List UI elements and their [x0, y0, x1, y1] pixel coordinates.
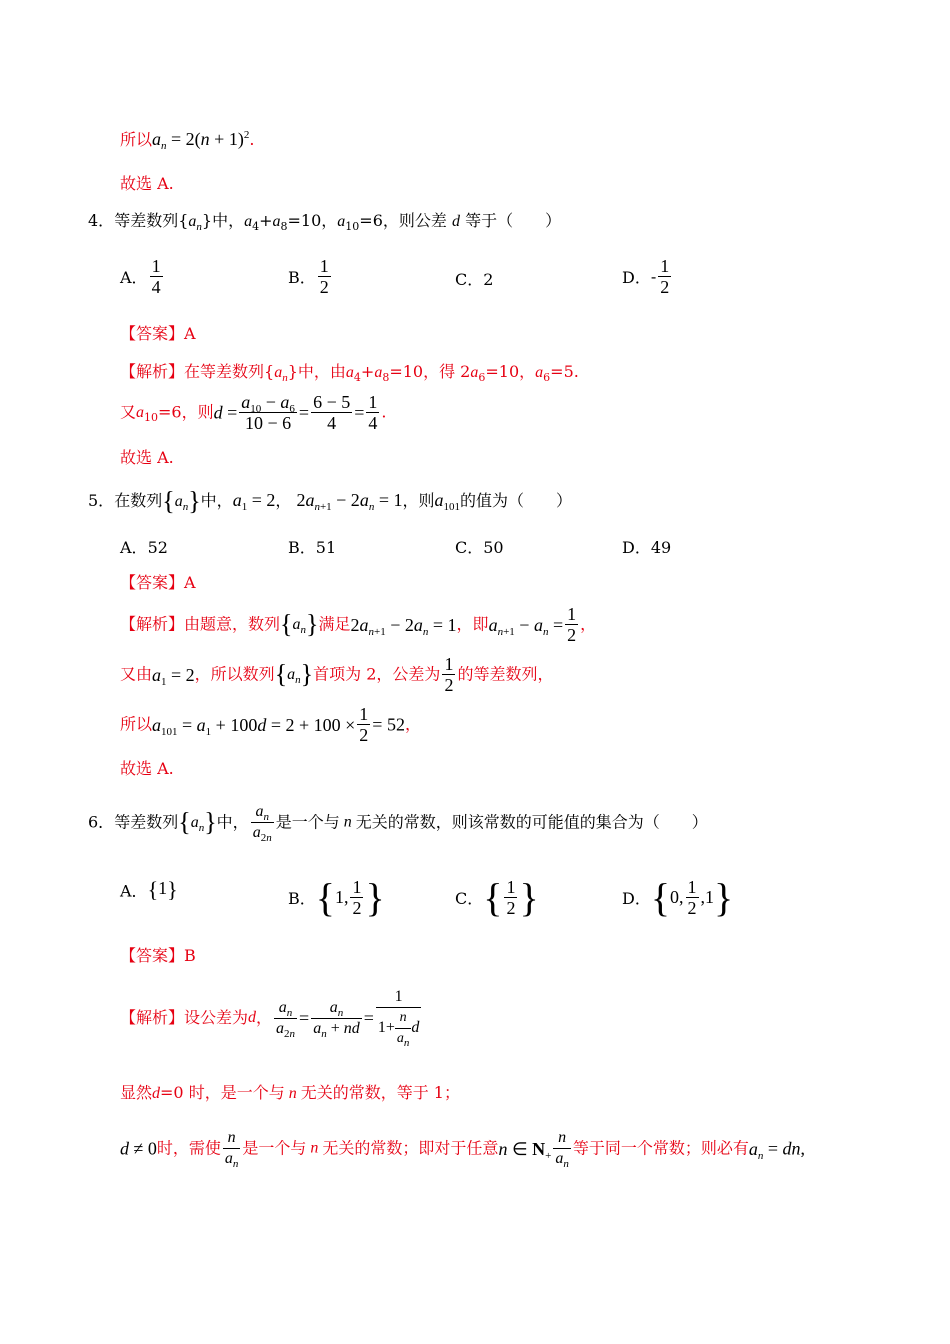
q6-option-a[interactable]: A．{1} — [120, 877, 178, 902]
q4-answer: 【答案】A — [120, 324, 196, 343]
q5-stem: 5．在数列$\{a_n\}$中，$a_1 = 2$， $2a_{n+1} - 2a_n = 1$，则$a_{101}$的值为（ ） — [88, 486, 572, 516]
q5-analysis: 【解析】由题意，数列$\{a_n\}$满足$2a_{n+1} - 2a_n = 1$，即$a_{n+1} - a_n$ = $\frac{1}{2}$ ， — [120, 604, 597, 645]
q6-option-c[interactable]: C．{ $\frac{1}{2}$ } — [455, 875, 539, 920]
q6-analysis-line2: 显然d=0 时，是一个与 n 无关的常数，等于 1； — [120, 1083, 460, 1102]
q5-analysis-line3: 所以$a_{101} = a_1 + 100d = 2 + 100$ × $\frac{1}{2}$ = 52， — [120, 704, 421, 745]
prev-choose: 故选 A. — [120, 174, 174, 193]
q4-option-c[interactable]: C．2 — [455, 270, 494, 289]
q5-analysis-line2: 又由$a_1 = 2$，所以数列$\{a_n\}$首项为 2，公差为 $\frac{1}{2}$ 的等差数列， — [120, 654, 554, 695]
q4-choose: 故选 A. — [120, 448, 174, 467]
prev-conclusion: 所以$a_n = 2(n + 1)^2$. — [120, 129, 255, 152]
q6-answer: 【答案】B — [120, 946, 196, 965]
q6-stem: 6．等差数列$\{a_n\}$中， $\frac{a_n}{a_{2n}}$ 是一个与 n 无关的常数，则该常数的可能值的集合为（ ） — [88, 803, 708, 844]
q6-option-b[interactable]: B．{1, $\frac{1}{2}$ } — [288, 875, 385, 920]
q5-option-b[interactable]: B．51 — [288, 538, 337, 557]
q6-analysis: 【解析】设公差为d， $\frac{a_n}{a_{2n}}$ = $\frac{a_n}{a_n + nd}$ = 1 1+ $\frac{n}{a_n}$ d — [120, 988, 420, 1049]
q6-option-d[interactable]: D．{0, $\frac{1}{2}$ ,1} — [622, 875, 734, 920]
q4-option-d[interactable]: D．- $\frac{1}{2}$ — [622, 256, 670, 297]
q6-analysis-line3: d ≠ 0时，需使 $\frac{n}{a_n}$ 是一个与 n 无关的常数；即对于任意n ∈ $N_+$ $\frac{n}{a_n}$ 等于同一个常数；则必有$a_n$ = dn, — [120, 1129, 806, 1170]
q5-answer: 【答案】A — [120, 573, 196, 592]
q5-choose: 故选 A. — [120, 759, 174, 778]
q4-analysis: 【解析】在等差数列$\{a_n\}$中，由$a_4+a_8=10$，得 $2a_6=10$，$a_6=5$. — [120, 362, 579, 384]
q5-option-d[interactable]: D．49 — [622, 538, 672, 557]
q4-analysis-line2: 又$a_{10}=6$，则d = $\frac{a_{10} - a_6}{10 - 6}$ = $\frac{6 - 5}{4}$ = $\frac{1}{4}$ . — [120, 392, 387, 433]
q4-option-a[interactable]: A． $\frac{1}{4}$ — [120, 256, 161, 297]
q4-option-b[interactable]: B． $\frac{1}{2}$ — [288, 256, 329, 297]
q4-stem: 4．等差数列$\{a_n\}$中，$a_4+a_8=10$，$a_{10}=6$，则公差 d 等于（ ） — [88, 211, 562, 233]
q5-option-a[interactable]: A．52 — [120, 538, 168, 557]
q5-option-c[interactable]: C．50 — [455, 538, 504, 557]
